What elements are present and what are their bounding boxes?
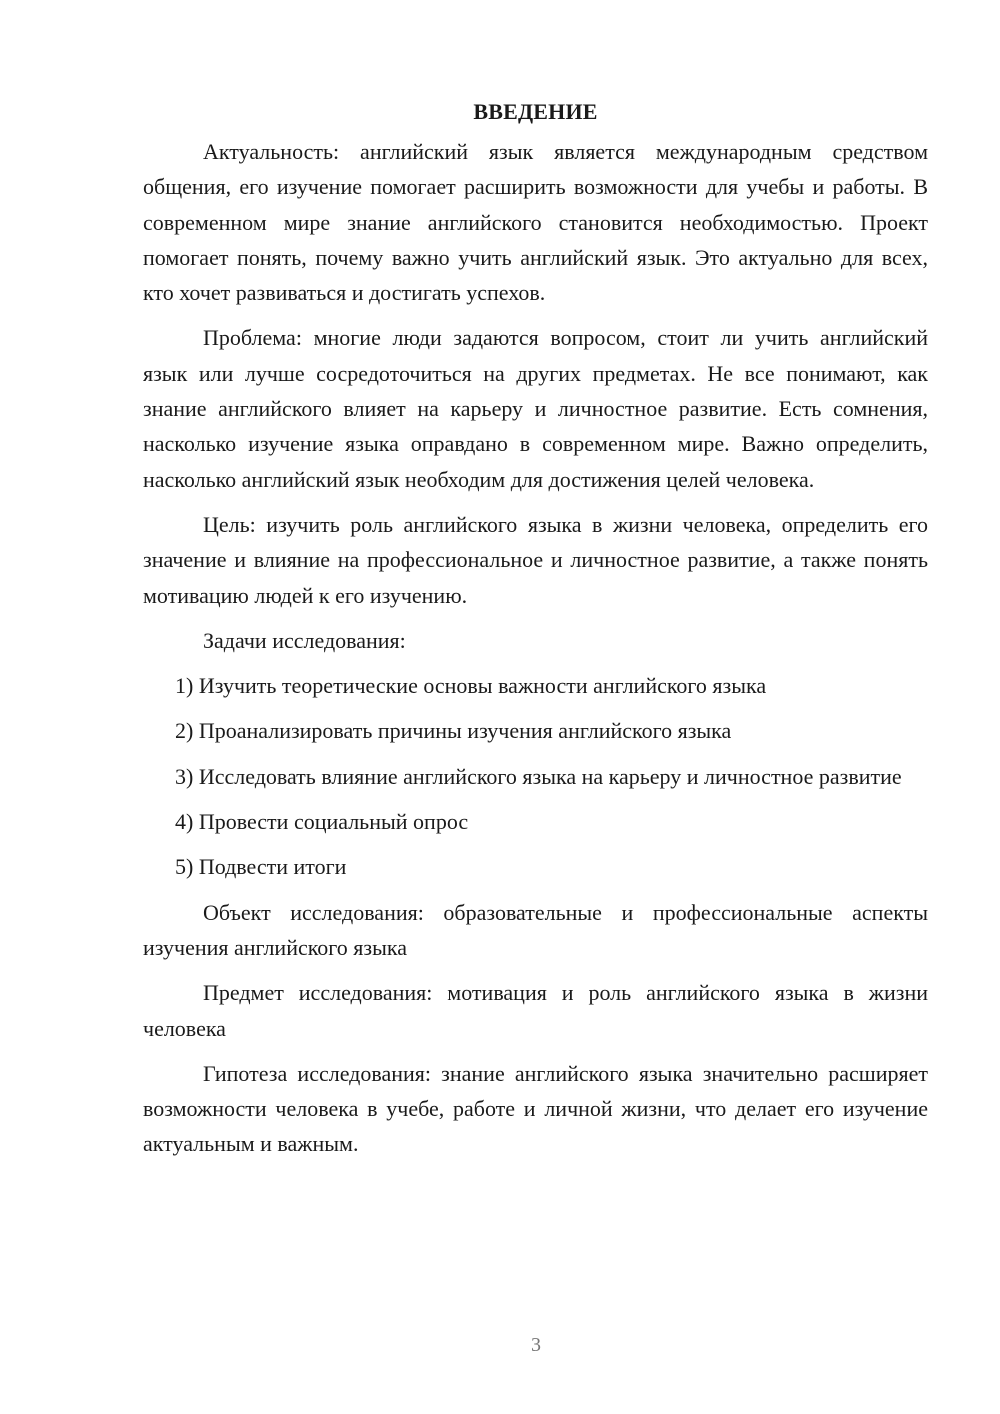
- task-item: 5) Подвести итоги: [175, 854, 347, 880]
- relevance-paragraph: Актуальность: английский язык является международным средством общения, его изучение помогает расширить возможности для учебы и работы. В современном мире знание английского становится необходимостью. Проект помогает понять, почему важно учить английский язык. Это актуально для всех, кто хочет развиваться и достигать успехов.: [143, 139, 928, 306]
- task-item: 3) Исследовать влияние английского языка на карьеру и личностное развитие: [175, 763, 902, 789]
- tasks-title: Задачи исследования:: [203, 627, 406, 653]
- problem-paragraph: Проблема: многие люди задаются вопросом, стоит ли учить английский язык или лучше сосредоточиться на других предметах. Не все понимают, как знание английского влияет на карьеру и личностное развитие. Есть сомнения, насколько изучение языка оправдано в современном мире. Важно определить, насколько английский язык необходим для достижения целей человека.: [143, 325, 928, 492]
- goal-paragraph: Цель: изучить роль английского языка в жизни человека, определить его значение и влияние на профессиональное и личностное развитие, а также понять мотивацию людей к его изучению.: [143, 511, 928, 608]
- task-item: 1) Изучить теоретические основы важности английского языка: [175, 673, 767, 699]
- hypothesis-paragraph: Гипотеза исследования: знание английского языка значительно расширяет возможности человека в учебе, работе и личной жизни, что делает его изучение актуальным и важным.: [143, 1060, 928, 1157]
- task-item: 2) Проанализировать причины изучения английского языка: [175, 718, 732, 744]
- subject-paragraph: Предмет исследования: мотивация и роль английского языка в жизни человека: [143, 980, 928, 1041]
- page-content: [143, 94, 928, 1172]
- object-paragraph: Объект исследования: образовательные и профессиональные аспекты изучения английского языка: [143, 899, 928, 960]
- task-item: 4) Провести социальный опрос: [175, 809, 469, 835]
- page-number: 3: [531, 1334, 541, 1356]
- section-heading: ВВЕДЕНИЕ: [473, 99, 598, 124]
